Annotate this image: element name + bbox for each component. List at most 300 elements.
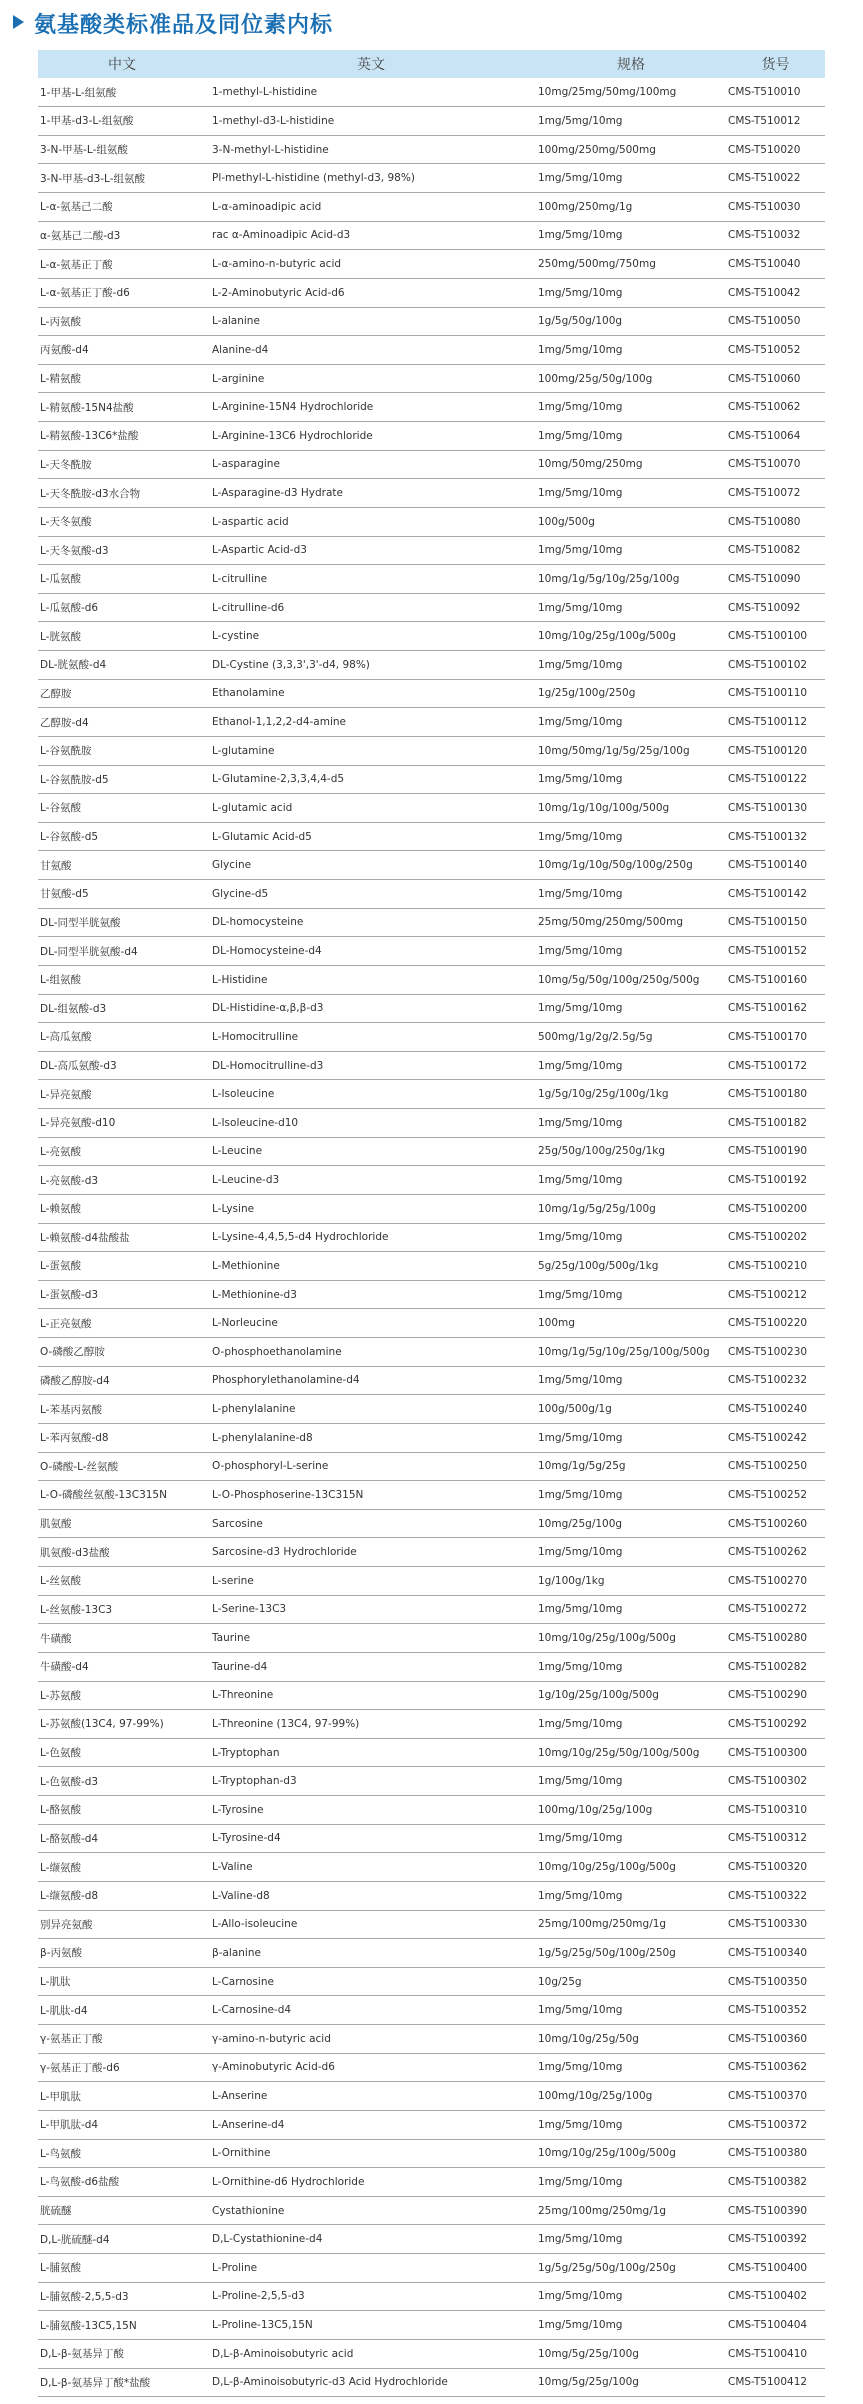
cell-english: L-Carnosine	[206, 1967, 536, 1996]
table-row	[38, 336, 825, 365]
cell-english: L-α-amino-n-butyric acid	[206, 250, 536, 279]
cell-english: L-2-Aminobutyric Acid-d6	[206, 278, 536, 307]
cell-english: L-cystine	[206, 622, 536, 651]
cell-english: 1-methyl-L-histidine	[206, 78, 536, 107]
table-row	[38, 1252, 825, 1281]
table-row	[38, 822, 825, 851]
cell-chinese: L-蛋氨酸-d3	[38, 1280, 206, 1309]
cell-english: D,L-Cystathionine-d4	[206, 2225, 536, 2254]
cell-spec: 1mg/5mg/10mg	[536, 479, 726, 508]
table-row	[38, 450, 825, 479]
cell-english: L-glutamic acid	[206, 794, 536, 823]
cell-spec: 1mg/5mg/10mg	[536, 2053, 726, 2082]
cell-english: L-Isoleucine	[206, 1080, 536, 1109]
cell-chinese: L-天冬氨酸-d3	[38, 536, 206, 565]
cell-spec: 1mg/5mg/10mg	[536, 1881, 726, 1910]
cell-chinese: L-苯基丙氨酸	[38, 1395, 206, 1424]
cell-spec: 1mg/5mg/10mg	[536, 164, 726, 193]
cell-catalog-no: CMS-T5100290	[726, 1681, 825, 1710]
cell-spec: 1mg/5mg/10mg	[536, 1538, 726, 1567]
cell-catalog-no: CMS-T5100330	[726, 1910, 825, 1939]
cell-english: Ethanol-1,1,2,2-d4-amine	[206, 708, 536, 737]
cell-catalog-no: CMS-T510010	[726, 78, 825, 107]
header-chinese: 中文	[38, 50, 206, 78]
table-row	[38, 1538, 825, 1567]
cell-catalog-no: CMS-T510040	[726, 250, 825, 279]
cell-english: β-alanine	[206, 1939, 536, 1968]
cell-catalog-no: CMS-T5100102	[726, 651, 825, 680]
cell-english: 3-N-methyl-L-histidine	[206, 135, 536, 164]
cell-english: DL-Histidine-α,β,β-d3	[206, 994, 536, 1023]
table-row	[38, 1481, 825, 1510]
cell-chinese: L-酪氨酸-d4	[38, 1824, 206, 1853]
cell-catalog-no: CMS-T5100190	[726, 1137, 825, 1166]
table-row	[38, 278, 825, 307]
cell-catalog-no: CMS-T5100362	[726, 2053, 825, 2082]
cell-chinese: L-酪氨酸	[38, 1796, 206, 1825]
cell-catalog-no: CMS-T5100360	[726, 2025, 825, 2054]
cell-chinese: 胱硫醚	[38, 2196, 206, 2225]
cell-catalog-no: CMS-T510032	[726, 221, 825, 250]
cell-catalog-no: CMS-T5100320	[726, 1853, 825, 1882]
cell-chinese: L-天冬酰胺	[38, 450, 206, 479]
cell-english: L-Valine-d8	[206, 1881, 536, 1910]
cell-spec: 25mg/100mg/250mg/1g	[536, 1910, 726, 1939]
cell-spec: 1g/25g/100g/250g	[536, 679, 726, 708]
cell-chinese: D,L-β-氨基异丁酸*盐酸	[38, 2368, 206, 2397]
cell-spec: 10mg/10g/25g/100g/500g	[536, 1853, 726, 1882]
cell-english: O-phosphoethanolamine	[206, 1338, 536, 1367]
table-row	[38, 1309, 825, 1338]
triangle-bullet-icon	[13, 15, 24, 29]
cell-chinese: L-甲肌肽	[38, 2082, 206, 2111]
cell-english: DL-homocysteine	[206, 908, 536, 937]
table-row	[38, 2282, 825, 2311]
cell-chinese: L-甲肌肽-d4	[38, 2110, 206, 2139]
cell-catalog-no: CMS-T5100310	[726, 1796, 825, 1825]
table-row	[38, 1624, 825, 1653]
cell-spec: 25g/50g/100g/250g/1kg	[536, 1137, 726, 1166]
cell-english: D,L-β-Aminoisobutyric acid	[206, 2339, 536, 2368]
cell-chinese: L-α-氨基正丁酸-d6	[38, 278, 206, 307]
table-row	[38, 107, 825, 136]
cell-english: Glycine	[206, 851, 536, 880]
cell-spec: 10mg/10g/25g/100g/500g	[536, 2139, 726, 2168]
cell-chinese: L-α-氨基正丁酸	[38, 250, 206, 279]
cell-chinese: L-谷氨酸	[38, 794, 206, 823]
cell-spec: 10mg/1g/5g/25g/100g	[536, 1194, 726, 1223]
cell-english: Pl-methyl-L-histidine (methyl-d3, 98%)	[206, 164, 536, 193]
cell-english: L-Proline-2,5,5-d3	[206, 2282, 536, 2311]
cell-spec: 1mg/5mg/10mg	[536, 2311, 726, 2340]
cell-spec: 1mg/5mg/10mg	[536, 1996, 726, 2025]
cell-chinese: 乙醇胺	[38, 679, 206, 708]
cell-spec: 250mg/500mg/750mg	[536, 250, 726, 279]
cell-spec: 10mg/10g/25g/50g	[536, 2025, 726, 2054]
table-body	[38, 78, 825, 2397]
cell-english: γ-Aminobutyric Acid-d6	[206, 2053, 536, 2082]
table-row	[38, 364, 825, 393]
cell-spec: 25mg/50mg/250mg/500mg	[536, 908, 726, 937]
cell-spec: 1mg/5mg/10mg	[536, 536, 726, 565]
cell-chinese: L-肌肽-d4	[38, 1996, 206, 2025]
cell-chinese: L-苏氨酸(13C4, 97-99%)	[38, 1710, 206, 1739]
cell-chinese: L-组氨酸	[38, 965, 206, 994]
cell-spec: 1mg/5mg/10mg	[536, 765, 726, 794]
cell-chinese: 3-N-甲基-L-组氨酸	[38, 135, 206, 164]
cell-spec: 10mg/5g/50g/100g/250g/500g	[536, 965, 726, 994]
cell-catalog-no: CMS-T5100120	[726, 736, 825, 765]
table-row	[38, 2168, 825, 2197]
cell-catalog-no: CMS-T510030	[726, 193, 825, 222]
cell-spec: 100mg/250mg/1g	[536, 193, 726, 222]
table-row	[38, 78, 825, 107]
cell-chinese: L-赖氨酸-d4盐酸盐	[38, 1223, 206, 1252]
cell-chinese: L-色氨酸	[38, 1738, 206, 1767]
cell-catalog-no: CMS-T5100412	[726, 2368, 825, 2397]
cell-catalog-no: CMS-T510070	[726, 450, 825, 479]
cell-english: L-Methionine-d3	[206, 1280, 536, 1309]
cell-catalog-no: CMS-T510062	[726, 393, 825, 422]
cell-spec: 1mg/5mg/10mg	[536, 1767, 726, 1796]
cell-chinese: 牛磺酸	[38, 1624, 206, 1653]
cell-english: L-Leucine-d3	[206, 1166, 536, 1195]
table-row	[38, 765, 825, 794]
table-row	[38, 1738, 825, 1767]
cell-spec: 5g/25g/100g/500g/1kg	[536, 1252, 726, 1281]
table-row	[38, 1223, 825, 1252]
cell-spec: 1mg/5mg/10mg	[536, 1710, 726, 1739]
cell-english: DL-Homocitrulline-d3	[206, 1051, 536, 1080]
cell-catalog-no: CMS-T5100402	[726, 2282, 825, 2311]
table-row	[38, 1710, 825, 1739]
cell-chinese: L-瓜氨酸	[38, 565, 206, 594]
cell-chinese: L-亮氨酸-d3	[38, 1166, 206, 1195]
cell-english: L-Lysine	[206, 1194, 536, 1223]
cell-spec: 10mg/1g/5g/10g/25g/100g/500g	[536, 1338, 726, 1367]
cell-catalog-no: CMS-T5100112	[726, 708, 825, 737]
cell-chinese: DL-同型半胱氨酸-d4	[38, 937, 206, 966]
table-row	[38, 1023, 825, 1052]
cell-spec: 100mg/25g/50g/100g	[536, 364, 726, 393]
cell-english: L-Methionine	[206, 1252, 536, 1281]
cell-spec: 1mg/5mg/10mg	[536, 651, 726, 680]
cell-chinese: 乙醇胺-d4	[38, 708, 206, 737]
cell-spec: 500mg/1g/2g/2.5g/5g	[536, 1023, 726, 1052]
table-row	[38, 937, 825, 966]
table-row	[38, 1137, 825, 1166]
cell-chinese: D,L-胱硫醚-d4	[38, 2225, 206, 2254]
cell-english: L-phenylalanine-d8	[206, 1423, 536, 1452]
table-row	[38, 2311, 825, 2340]
cell-english: DL-Homocysteine-d4	[206, 937, 536, 966]
table-row	[38, 2025, 825, 2054]
table-row	[38, 221, 825, 250]
cell-catalog-no: CMS-T5100140	[726, 851, 825, 880]
cell-catalog-no: CMS-T5100262	[726, 1538, 825, 1567]
cell-spec: 1mg/5mg/10mg	[536, 1051, 726, 1080]
cell-english: L-Ornithine	[206, 2139, 536, 2168]
cell-spec: 1mg/5mg/10mg	[536, 1109, 726, 1138]
cell-catalog-no: CMS-T510080	[726, 507, 825, 536]
table-row	[38, 2110, 825, 2139]
cell-english: L-aspartic acid	[206, 507, 536, 536]
table-row	[38, 2139, 825, 2168]
cell-catalog-no: CMS-T510064	[726, 422, 825, 451]
cell-spec: 1mg/5mg/10mg	[536, 994, 726, 1023]
cell-catalog-no: CMS-T5100110	[726, 679, 825, 708]
cell-spec: 1g/5g/10g/25g/100g/1kg	[536, 1080, 726, 1109]
table-row	[38, 1767, 825, 1796]
cell-catalog-no: CMS-T5100370	[726, 2082, 825, 2111]
cell-chinese: 磷酸乙醇胺-d4	[38, 1366, 206, 1395]
cell-spec: 1mg/5mg/10mg	[536, 336, 726, 365]
cell-chinese: DL-同型半胱氨酸	[38, 908, 206, 937]
cell-catalog-no: CMS-T5100270	[726, 1567, 825, 1596]
cell-spec: 10g/25g	[536, 1967, 726, 1996]
cell-chinese: L-丙氨酸	[38, 307, 206, 336]
cell-chinese: L-苏氨酸	[38, 1681, 206, 1710]
table-row	[38, 1366, 825, 1395]
cell-catalog-no: CMS-T5100300	[726, 1738, 825, 1767]
cell-english: Phosphorylethanolamine-d4	[206, 1366, 536, 1395]
cell-english: L-Tryptophan	[206, 1738, 536, 1767]
cell-english: L-Tyrosine-d4	[206, 1824, 536, 1853]
cell-chinese: L-α-氨基己二酸	[38, 193, 206, 222]
table-row	[38, 593, 825, 622]
cell-catalog-no: CMS-T5100280	[726, 1624, 825, 1653]
cell-catalog-no: CMS-T5100404	[726, 2311, 825, 2340]
cell-catalog-no: CMS-T5100272	[726, 1595, 825, 1624]
cell-english: L-Threonine	[206, 1681, 536, 1710]
cell-chinese: DL-高瓜氨酸-d3	[38, 1051, 206, 1080]
table-row	[38, 679, 825, 708]
cell-chinese: L-正亮氨酸	[38, 1309, 206, 1338]
cell-catalog-no: CMS-T5100130	[726, 794, 825, 823]
cell-chinese: γ-氨基正丁酸-d6	[38, 2053, 206, 2082]
cell-english: L-Glutamic Acid-d5	[206, 822, 536, 851]
cell-catalog-no: CMS-T5100150	[726, 908, 825, 937]
cell-english: O-phosphoryl-L-serine	[206, 1452, 536, 1481]
cell-english: L-Proline-13C5,15N	[206, 2311, 536, 2340]
cell-chinese: DL-胱氨酸-d4	[38, 651, 206, 680]
cell-catalog-no: CMS-T5100260	[726, 1509, 825, 1538]
cell-chinese: L-鸟氨酸-d6盐酸	[38, 2168, 206, 2197]
table-row	[38, 1194, 825, 1223]
table-row	[38, 479, 825, 508]
cell-catalog-no: CMS-T5100220	[726, 1309, 825, 1338]
cell-english: L-glutamine	[206, 736, 536, 765]
cell-english: L-Proline	[206, 2254, 536, 2283]
cell-catalog-no: CMS-T5100230	[726, 1338, 825, 1367]
table-row	[38, 2225, 825, 2254]
table-row	[38, 164, 825, 193]
cell-spec: 10mg/50mg/250mg	[536, 450, 726, 479]
table-row	[38, 2196, 825, 2225]
cell-spec: 1mg/5mg/10mg	[536, 880, 726, 909]
cell-english: L-Norleucine	[206, 1309, 536, 1338]
table-row	[38, 1853, 825, 1882]
cell-spec: 1mg/5mg/10mg	[536, 2168, 726, 2197]
table-header-row	[38, 50, 825, 78]
table-row	[38, 2053, 825, 2082]
table-row	[38, 193, 825, 222]
cell-english: L-citrulline-d6	[206, 593, 536, 622]
cell-spec: 1mg/5mg/10mg	[536, 1824, 726, 1853]
cell-english: L-Tryptophan-d3	[206, 1767, 536, 1796]
page-header	[0, 0, 863, 44]
cell-chinese: 甘氨酸	[38, 851, 206, 880]
table-row	[38, 1166, 825, 1195]
table-row	[38, 1652, 825, 1681]
cell-english: L-Threonine (13C4, 97-99%)	[206, 1710, 536, 1739]
table-row	[38, 994, 825, 1023]
cell-catalog-no: CMS-T5100210	[726, 1252, 825, 1281]
cell-spec: 1mg/5mg/10mg	[536, 1595, 726, 1624]
table-row	[38, 135, 825, 164]
cell-catalog-no: CMS-T510022	[726, 164, 825, 193]
cell-spec: 1mg/5mg/10mg	[536, 822, 726, 851]
cell-spec: 100mg	[536, 1309, 726, 1338]
cell-chinese: L-丝氨酸-13C3	[38, 1595, 206, 1624]
cell-chinese: L-异亮氨酸-d10	[38, 1109, 206, 1138]
table-row	[38, 651, 825, 680]
cell-spec: 1g/5g/25g/50g/100g/250g	[536, 1939, 726, 1968]
table-row	[38, 1824, 825, 1853]
cell-english: Glycine-d5	[206, 880, 536, 909]
cell-catalog-no: CMS-T5100382	[726, 2168, 825, 2197]
cell-chinese: L-脯氨酸	[38, 2254, 206, 2283]
table-row	[38, 1280, 825, 1309]
cell-spec: 10mg/1g/5g/25g	[536, 1452, 726, 1481]
cell-english: γ-amino-n-butyric acid	[206, 2025, 536, 2054]
header-english: 英文	[206, 50, 536, 78]
cell-catalog-no: CMS-T5100242	[726, 1423, 825, 1452]
cell-spec: 1mg/5mg/10mg	[536, 1423, 726, 1452]
cell-english: D,L-β-Aminoisobutyric-d3 Acid Hydrochloride	[206, 2368, 536, 2397]
table-row	[38, 1452, 825, 1481]
table-row	[38, 1796, 825, 1825]
table-row	[38, 307, 825, 336]
cell-catalog-no: CMS-T510082	[726, 536, 825, 565]
cell-english: L-Arginine-15N4 Hydrochloride	[206, 393, 536, 422]
cell-spec: 1mg/5mg/10mg	[536, 422, 726, 451]
cell-catalog-no: CMS-T510072	[726, 479, 825, 508]
table-row	[38, 622, 825, 651]
cell-english: L-Isoleucine-d10	[206, 1109, 536, 1138]
page-title: 氨基酸类标准品及同位素内标	[34, 13, 334, 38]
cell-chinese: 别异亮氨酸	[38, 1910, 206, 1939]
table-row	[38, 880, 825, 909]
cell-spec: 10mg/5g/25g/100g	[536, 2368, 726, 2397]
cell-english: L-α-aminoadipic acid	[206, 193, 536, 222]
table-row	[38, 1109, 825, 1138]
table-row	[38, 1681, 825, 1710]
cell-spec: 1mg/5mg/10mg	[536, 1280, 726, 1309]
cell-catalog-no: CMS-T5100250	[726, 1452, 825, 1481]
cell-catalog-no: CMS-T5100122	[726, 765, 825, 794]
table-row	[38, 565, 825, 594]
table-row	[38, 250, 825, 279]
table-row	[38, 708, 825, 737]
cell-chinese: L-亮氨酸	[38, 1137, 206, 1166]
cell-catalog-no: CMS-T5100350	[726, 1967, 825, 1996]
cell-catalog-no: CMS-T5100322	[726, 1881, 825, 1910]
cell-english: L-alanine	[206, 307, 536, 336]
table-row	[38, 1967, 825, 1996]
cell-spec: 1mg/5mg/10mg	[536, 2225, 726, 2254]
table-row	[38, 1423, 825, 1452]
cell-spec: 10mg/5g/25g/100g	[536, 2339, 726, 2368]
cell-spec: 1mg/5mg/10mg	[536, 1481, 726, 1510]
cell-catalog-no: CMS-T5100162	[726, 994, 825, 1023]
cell-english: L-Allo-isoleucine	[206, 1910, 536, 1939]
cell-spec: 1mg/5mg/10mg	[536, 2282, 726, 2311]
cell-spec: 10mg/10g/25g/50g/100g/500g	[536, 1738, 726, 1767]
table-row	[38, 851, 825, 880]
cell-catalog-no: CMS-T5100200	[726, 1194, 825, 1223]
cell-spec: 1mg/5mg/10mg	[536, 1223, 726, 1252]
cell-catalog-no: CMS-T5100292	[726, 1710, 825, 1739]
cell-english: L-Carnosine-d4	[206, 1996, 536, 2025]
cell-spec: 100mg/250mg/500mg	[536, 135, 726, 164]
cell-english: L-phenylalanine	[206, 1395, 536, 1424]
cell-chinese: L-O-磷酸丝氨酸-13C315N	[38, 1481, 206, 1510]
cell-english: Alanine-d4	[206, 336, 536, 365]
cell-spec: 100mg/10g/25g/100g	[536, 2082, 726, 2111]
cell-catalog-no: CMS-T5100282	[726, 1652, 825, 1681]
table-row	[38, 507, 825, 536]
cell-chinese: L-丝氨酸	[38, 1567, 206, 1596]
cell-chinese: L-缬氨酸-d8	[38, 1881, 206, 1910]
cell-english: L-citrulline	[206, 565, 536, 594]
cell-english: L-Arginine-13C6 Hydrochloride	[206, 422, 536, 451]
cell-spec: 1mg/5mg/10mg	[536, 593, 726, 622]
cell-spec: 100g/500g/1g	[536, 1395, 726, 1424]
cell-chinese: L-色氨酸-d3	[38, 1767, 206, 1796]
cell-chinese: L-精氨酸	[38, 364, 206, 393]
cell-catalog-no: CMS-T5100100	[726, 622, 825, 651]
cell-spec: 1mg/5mg/10mg	[536, 278, 726, 307]
cell-chinese: L-谷氨酰胺-d5	[38, 765, 206, 794]
cell-spec: 1mg/5mg/10mg	[536, 708, 726, 737]
cell-english: L-asparagine	[206, 450, 536, 479]
cell-english: 1-methyl-d3-L-histidine	[206, 107, 536, 136]
cell-chinese: L-苯丙氨酸-d8	[38, 1423, 206, 1452]
table-row	[38, 965, 825, 994]
table-row	[38, 794, 825, 823]
cell-spec: 10mg/50mg/1g/5g/25g/100g	[536, 736, 726, 765]
cell-spec: 10mg/25mg/50mg/100mg	[536, 78, 726, 107]
table-row	[38, 908, 825, 937]
cell-catalog-no: CMS-T5100352	[726, 1996, 825, 2025]
table-row	[38, 1338, 825, 1367]
cell-english: DL-Cystine (3,3,3',3'-d4, 98%)	[206, 651, 536, 680]
cell-chinese: L-天冬氨酸	[38, 507, 206, 536]
cell-english: L-Anserine	[206, 2082, 536, 2111]
cell-english: rac α-Aminoadipic Acid-d3	[206, 221, 536, 250]
cell-english: L-Asparagine-d3 Hydrate	[206, 479, 536, 508]
cell-catalog-no: CMS-T5100172	[726, 1051, 825, 1080]
cell-chinese: L-精氨酸-13C6*盐酸	[38, 422, 206, 451]
table-row	[38, 393, 825, 422]
table-row	[38, 1080, 825, 1109]
cell-chinese: 牛磺酸-d4	[38, 1652, 206, 1681]
cell-chinese: α-氨基己二酸-d3	[38, 221, 206, 250]
cell-catalog-no: CMS-T5100182	[726, 1109, 825, 1138]
cell-catalog-no: CMS-T5100232	[726, 1366, 825, 1395]
cell-english: Cystathionine	[206, 2196, 536, 2225]
